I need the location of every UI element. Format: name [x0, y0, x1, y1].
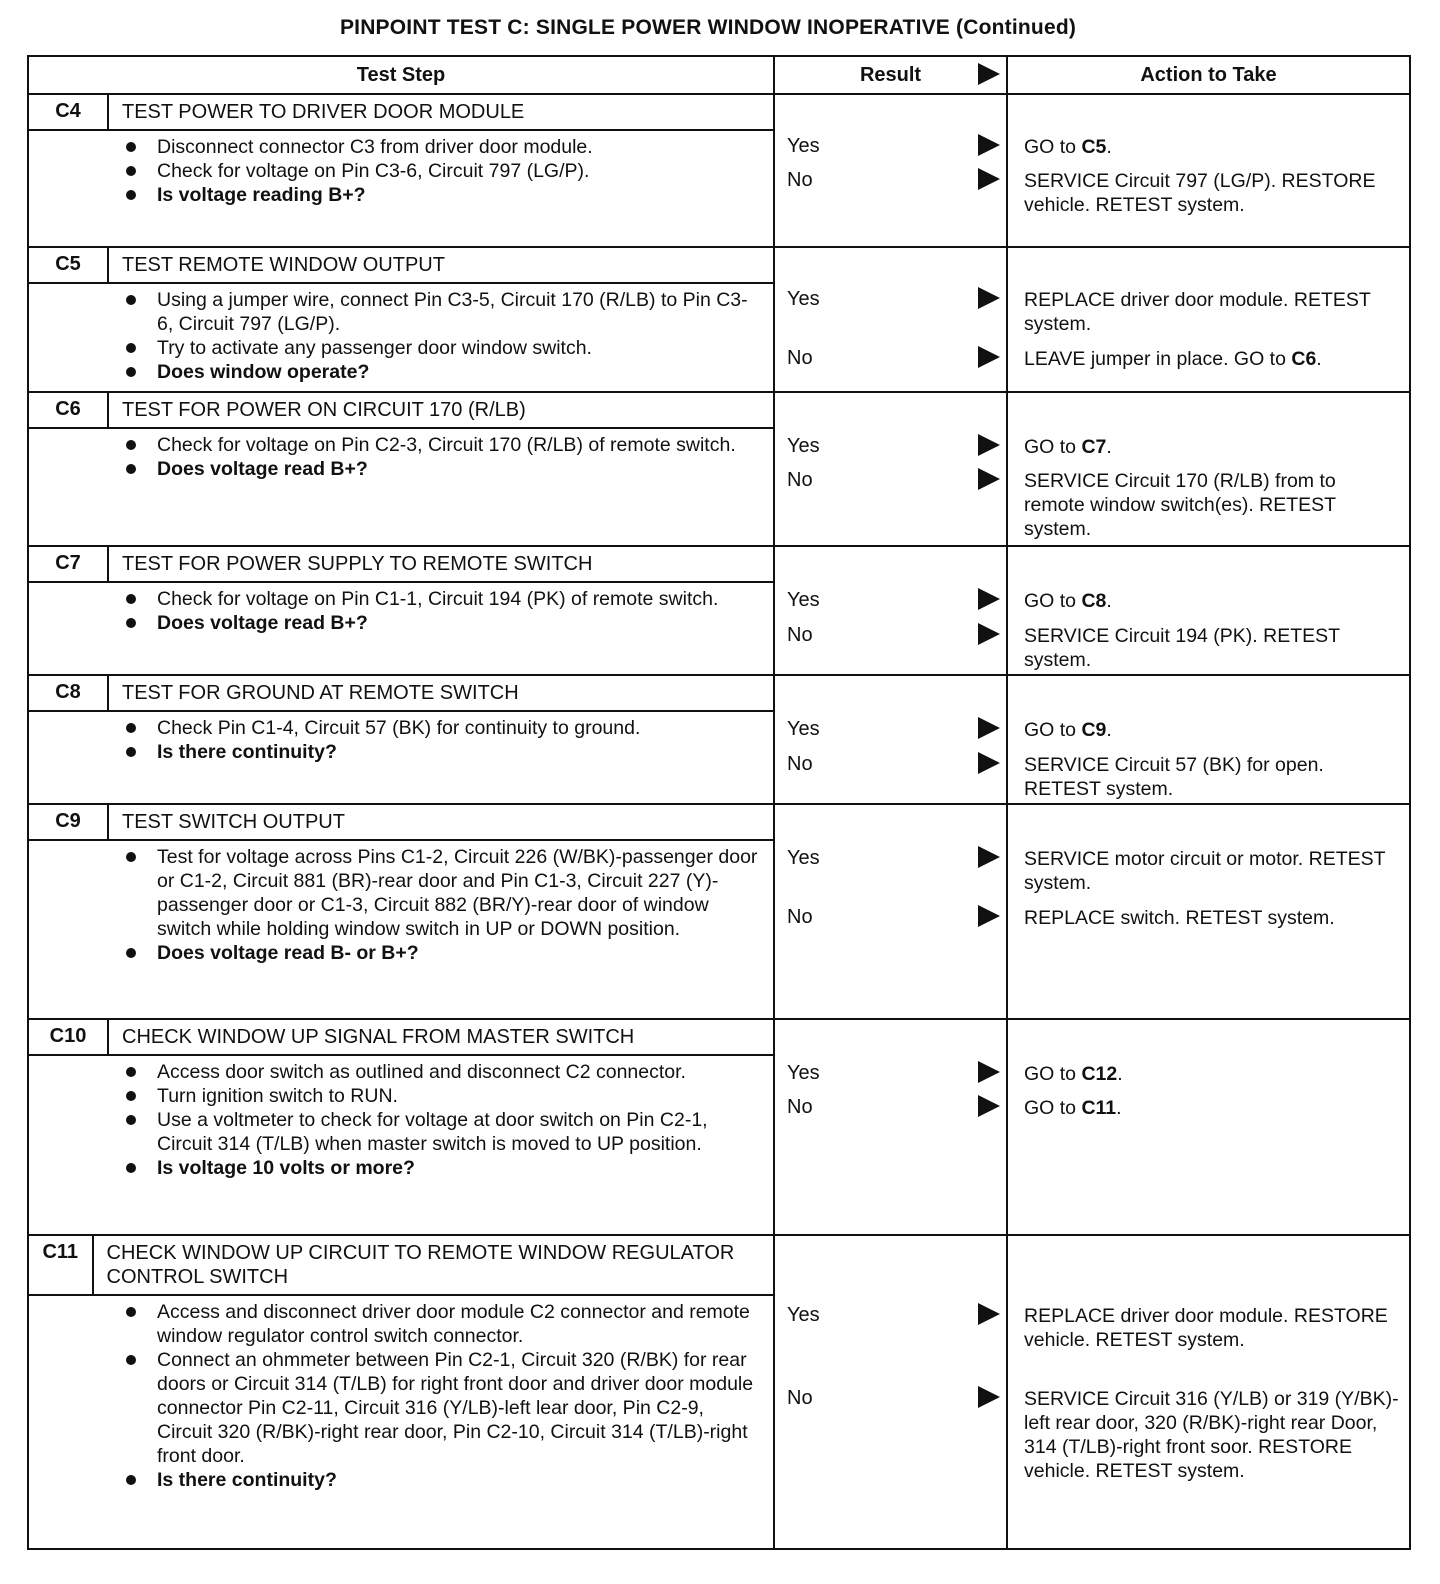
- bullet-item: Check for voltage on Pin C1-1, Circuit 194 (PK) of remote switch.: [29, 587, 763, 611]
- action-cell: [1008, 1020, 1409, 1234]
- result-no: No: [787, 624, 813, 646]
- arrow-right-icon: [978, 752, 1000, 774]
- arrow-right-icon: [978, 1061, 1000, 1083]
- result-yes: Yes: [787, 135, 820, 157]
- action-no-text: SERVICE Circuit 316 (Y/LB) or 319 (Y/BK)-left rear door, 320 (R/BK)-right rear Door, 314 (T/LB)-right front soor. RESTORE vehicle. RETEST system.: [1024, 1388, 1399, 1482]
- step-header: [29, 95, 773, 131]
- result-yes: Yes: [787, 718, 820, 740]
- step-title: TEST FOR POWER SUPPLY TO REMOTE SWITCH: [122, 553, 593, 575]
- action-yes-step-ref: C8: [1081, 590, 1107, 612]
- page-title: PINPOINT TEST C: SINGLE POWER WINDOW INOPERATIVE (Continued): [339, 16, 1077, 39]
- arrow-right-icon: [978, 717, 1000, 739]
- action-no-text: SERVICE Circuit 797 (LG/P). RESTORE vehicle. RETEST system.: [1024, 170, 1376, 216]
- step-question: Is voltage 10 volts or more?: [29, 1156, 763, 1180]
- table-row: [29, 676, 1409, 805]
- step-question: Is voltage reading B+?: [29, 183, 763, 207]
- result-yes: Yes: [787, 589, 820, 611]
- result-no: No: [787, 906, 813, 928]
- table-row: [29, 248, 1409, 393]
- result-yes: Yes: [787, 1304, 820, 1326]
- action-no: [1024, 469, 1399, 541]
- bullet-item: Access and disconnect driver door module C2 connector and remote window regulator control switch connector.: [29, 1300, 763, 1348]
- step-title: TEST POWER TO DRIVER DOOR MODULE: [122, 101, 525, 123]
- step-id: C6: [29, 393, 109, 427]
- step-header: [29, 1020, 773, 1056]
- step-bullets: [29, 1296, 773, 1496]
- action-yes: [1024, 1062, 1399, 1086]
- test-step-cell: [29, 95, 775, 246]
- arrow-right-icon: [978, 846, 1000, 868]
- table-row: [29, 547, 1409, 676]
- step-header: [29, 547, 773, 583]
- action-yes-text: GO to: [1024, 436, 1082, 458]
- test-step-cell: [29, 547, 775, 674]
- bullet-item: Connect an ohmmeter between Pin C2-1, Circuit 320 (R/BK) for rear doors or Circuit 314 (T/LB) for right front door and driver door module connector Pin C2-11, Circuit 316 (Y/LB)-left lear door, Pin C2-9, Circuit 320 (R/BK)-right rear door, Pin C2-10, Circuit 314 (T/LB)-right front door.: [29, 1348, 763, 1468]
- action-yes-text: REPLACE driver door module. RETEST system.: [1024, 289, 1371, 335]
- arrow-right-icon: [978, 1386, 1000, 1408]
- action-yes-text: GO to: [1024, 1063, 1082, 1085]
- result-cell: [775, 1236, 1008, 1548]
- action-no: [1024, 347, 1399, 371]
- result-no: No: [787, 753, 813, 775]
- step-title: CHECK WINDOW UP SIGNAL FROM MASTER SWITCH: [122, 1026, 635, 1048]
- action-yes-step-ref: C5: [1081, 136, 1107, 158]
- step-header: [29, 393, 773, 429]
- step-id: C4: [29, 95, 109, 129]
- table-row: [29, 95, 1409, 248]
- action-yes-text: REPLACE driver door module. RESTORE vehicle. RETEST system.: [1024, 1305, 1388, 1351]
- action-cell: [1008, 248, 1409, 391]
- action-yes-text: SERVICE motor circuit or motor. RETEST system.: [1024, 848, 1386, 894]
- bullet-item: Disconnect connector C3 from driver door module.: [29, 135, 763, 159]
- action-no: [1024, 624, 1399, 672]
- table-row: [29, 805, 1409, 1020]
- test-step-cell: [29, 805, 775, 1018]
- action-no-text-end: .: [1316, 348, 1322, 370]
- action-yes-text-end: .: [1106, 719, 1112, 741]
- bullet-item: Test for voltage across Pins C1-2, Circuit 226 (W/BK)-passenger door or C1-2, Circuit 881 (BR)-rear door and Pin C1-3, Circuit 227 (Y)-passenger door or C1-3, Circuit 882 (BR/Y)-rear door of window switch while holding window switch in UP or DOWN position.: [29, 845, 763, 941]
- action-yes-text-end: .: [1106, 590, 1112, 612]
- action-yes-text: GO to: [1024, 719, 1082, 741]
- action-no: [1024, 1096, 1399, 1120]
- step-bullets: [29, 583, 773, 639]
- bullet-item: Access door switch as outlined and disconnect C2 connector.: [29, 1060, 763, 1084]
- action-cell: [1008, 676, 1409, 803]
- action-no-text: SERVICE Circuit 57 (BK) for open. RETEST system.: [1024, 754, 1324, 800]
- table-header: [29, 57, 1409, 95]
- table-row: [29, 393, 1409, 547]
- action-yes-step-ref: C9: [1081, 719, 1107, 741]
- arrow-right-icon: [978, 287, 1000, 309]
- action-no: [1024, 753, 1399, 801]
- step-question: Does voltage read B- or B+?: [29, 941, 763, 965]
- step-question: Does voltage read B+?: [29, 611, 763, 635]
- result-cell: [775, 676, 1008, 803]
- test-step-cell: [29, 393, 775, 545]
- header-action: Action to Take: [1140, 63, 1277, 86]
- step-header: [29, 805, 773, 841]
- result-no: No: [787, 169, 813, 191]
- test-step-cell: [29, 248, 775, 391]
- arrow-right-icon: [978, 434, 1000, 456]
- action-yes: [1024, 589, 1399, 613]
- action-yes: [1024, 1304, 1399, 1352]
- header-result: [775, 57, 1008, 93]
- action-yes-text-end: .: [1106, 136, 1112, 158]
- result-cell: [775, 248, 1008, 391]
- action-yes-text-end: .: [1106, 436, 1112, 458]
- bullet-item: Check Pin C1-4, Circuit 57 (BK) for continuity to ground.: [29, 716, 763, 740]
- result-cell: [775, 393, 1008, 545]
- arrow-right-icon: [978, 168, 1000, 190]
- action-yes-step-ref: C12: [1081, 1063, 1118, 1085]
- arrow-right-icon: [978, 346, 1000, 368]
- action-yes: [1024, 135, 1399, 159]
- step-question: Is there continuity?: [29, 1468, 763, 1492]
- arrow-right-icon: [978, 623, 1000, 645]
- action-no: [1024, 169, 1399, 217]
- action-cell: [1008, 95, 1409, 246]
- table-row: [29, 1020, 1409, 1236]
- step-bullets: [29, 429, 773, 485]
- result-cell: [775, 805, 1008, 1018]
- bullet-item: Try to activate any passenger door window switch.: [29, 336, 763, 360]
- result-cell: [775, 1020, 1008, 1234]
- action-no-step-ref: C6: [1291, 348, 1317, 370]
- action-cell: [1008, 1236, 1409, 1548]
- step-id: C11: [29, 1236, 94, 1294]
- step-id: C8: [29, 676, 109, 710]
- action-yes-text-end: .: [1117, 1063, 1123, 1085]
- action-yes: [1024, 847, 1399, 895]
- action-no-text: GO to: [1024, 1097, 1082, 1119]
- step-question: Does voltage read B+?: [29, 457, 763, 481]
- step-id: C9: [29, 805, 109, 839]
- action-cell: [1008, 393, 1409, 545]
- action-yes-step-ref: C7: [1081, 436, 1107, 458]
- test-step-cell: [29, 1020, 775, 1234]
- action-yes-text: GO to: [1024, 590, 1082, 612]
- arrow-right-icon: [978, 63, 1000, 85]
- arrow-right-icon: [978, 905, 1000, 927]
- action-no-text: LEAVE jumper in place. GO to: [1024, 348, 1292, 370]
- result-yes: Yes: [787, 1062, 820, 1084]
- arrow-right-icon: [978, 1095, 1000, 1117]
- action-no-text: SERVICE Circuit 194 (PK). RETEST system.: [1024, 625, 1340, 671]
- action-no: [1024, 1387, 1399, 1483]
- table-body: [29, 95, 1409, 1548]
- table-row: [29, 1236, 1409, 1548]
- step-header: [29, 676, 773, 712]
- bullet-item: Use a voltmeter to check for voltage at door switch on Pin C2-1, Circuit 314 (T/LB) when master switch is moved to UP position.: [29, 1108, 763, 1156]
- result-yes: Yes: [787, 847, 820, 869]
- step-title: TEST FOR GROUND AT REMOTE SWITCH: [122, 682, 519, 704]
- arrow-right-icon: [978, 134, 1000, 156]
- step-title: TEST REMOTE WINDOW OUTPUT: [122, 254, 445, 276]
- arrow-right-icon: [978, 1303, 1000, 1325]
- step-header: [29, 248, 773, 284]
- bullet-item: Check for voltage on Pin C2-3, Circuit 170 (R/LB) of remote switch.: [29, 433, 763, 457]
- bullet-item: Turn ignition switch to RUN.: [29, 1084, 763, 1108]
- step-bullets: [29, 712, 773, 768]
- step-title: CHECK WINDOW UP CIRCUIT TO REMOTE WINDOW REGULATOR CONTROL SWITCH: [106, 1242, 735, 1288]
- action-yes: [1024, 718, 1399, 742]
- action-no-text: REPLACE switch. RETEST system.: [1024, 907, 1335, 929]
- result-no: No: [787, 347, 813, 369]
- result-cell: [775, 547, 1008, 674]
- step-header: [29, 1236, 773, 1296]
- arrow-right-icon: [978, 588, 1000, 610]
- result-no: No: [787, 1387, 813, 1409]
- step-id: C7: [29, 547, 109, 581]
- step-question: Is there continuity?: [29, 740, 763, 764]
- action-no-text: SERVICE Circuit 170 (R/LB) from to remote window switch(es). RETEST system.: [1024, 470, 1336, 540]
- bullet-item: Using a jumper wire, connect Pin C3-5, Circuit 170 (R/LB) to Pin C3-6, Circuit 797 (LG/P).: [29, 288, 763, 336]
- test-table: [27, 55, 1411, 1550]
- step-title: TEST SWITCH OUTPUT: [122, 811, 345, 833]
- header-result-label: Result: [859, 63, 922, 86]
- action-cell: [1008, 805, 1409, 1018]
- action-yes: [1024, 435, 1399, 459]
- step-question: Does window operate?: [29, 360, 763, 384]
- bullet-item: Check for voltage on Pin C3-6, Circuit 797 (LG/P).: [29, 159, 763, 183]
- step-bullets: [29, 131, 773, 211]
- step-bullets: [29, 284, 773, 388]
- action-no: [1024, 906, 1399, 930]
- step-id: C5: [29, 248, 109, 282]
- result-no: No: [787, 469, 813, 491]
- action-no-text-end: .: [1116, 1097, 1122, 1119]
- step-bullets: [29, 841, 773, 969]
- action-cell: [1008, 547, 1409, 674]
- result-no: No: [787, 1096, 813, 1118]
- result-yes: Yes: [787, 435, 820, 457]
- step-id: C10: [29, 1020, 109, 1054]
- step-bullets: [29, 1056, 773, 1184]
- step-title: TEST FOR POWER ON CIRCUIT 170 (R/LB): [122, 399, 526, 421]
- action-yes-text: GO to: [1024, 136, 1082, 158]
- header-test-step: Test Step: [29, 57, 775, 93]
- test-step-cell: [29, 1236, 775, 1548]
- result-yes: Yes: [787, 288, 820, 310]
- action-no-step-ref: C11: [1081, 1097, 1117, 1119]
- arrow-right-icon: [978, 468, 1000, 490]
- result-cell: [775, 95, 1008, 246]
- test-step-cell: [29, 676, 775, 803]
- action-yes: [1024, 288, 1399, 336]
